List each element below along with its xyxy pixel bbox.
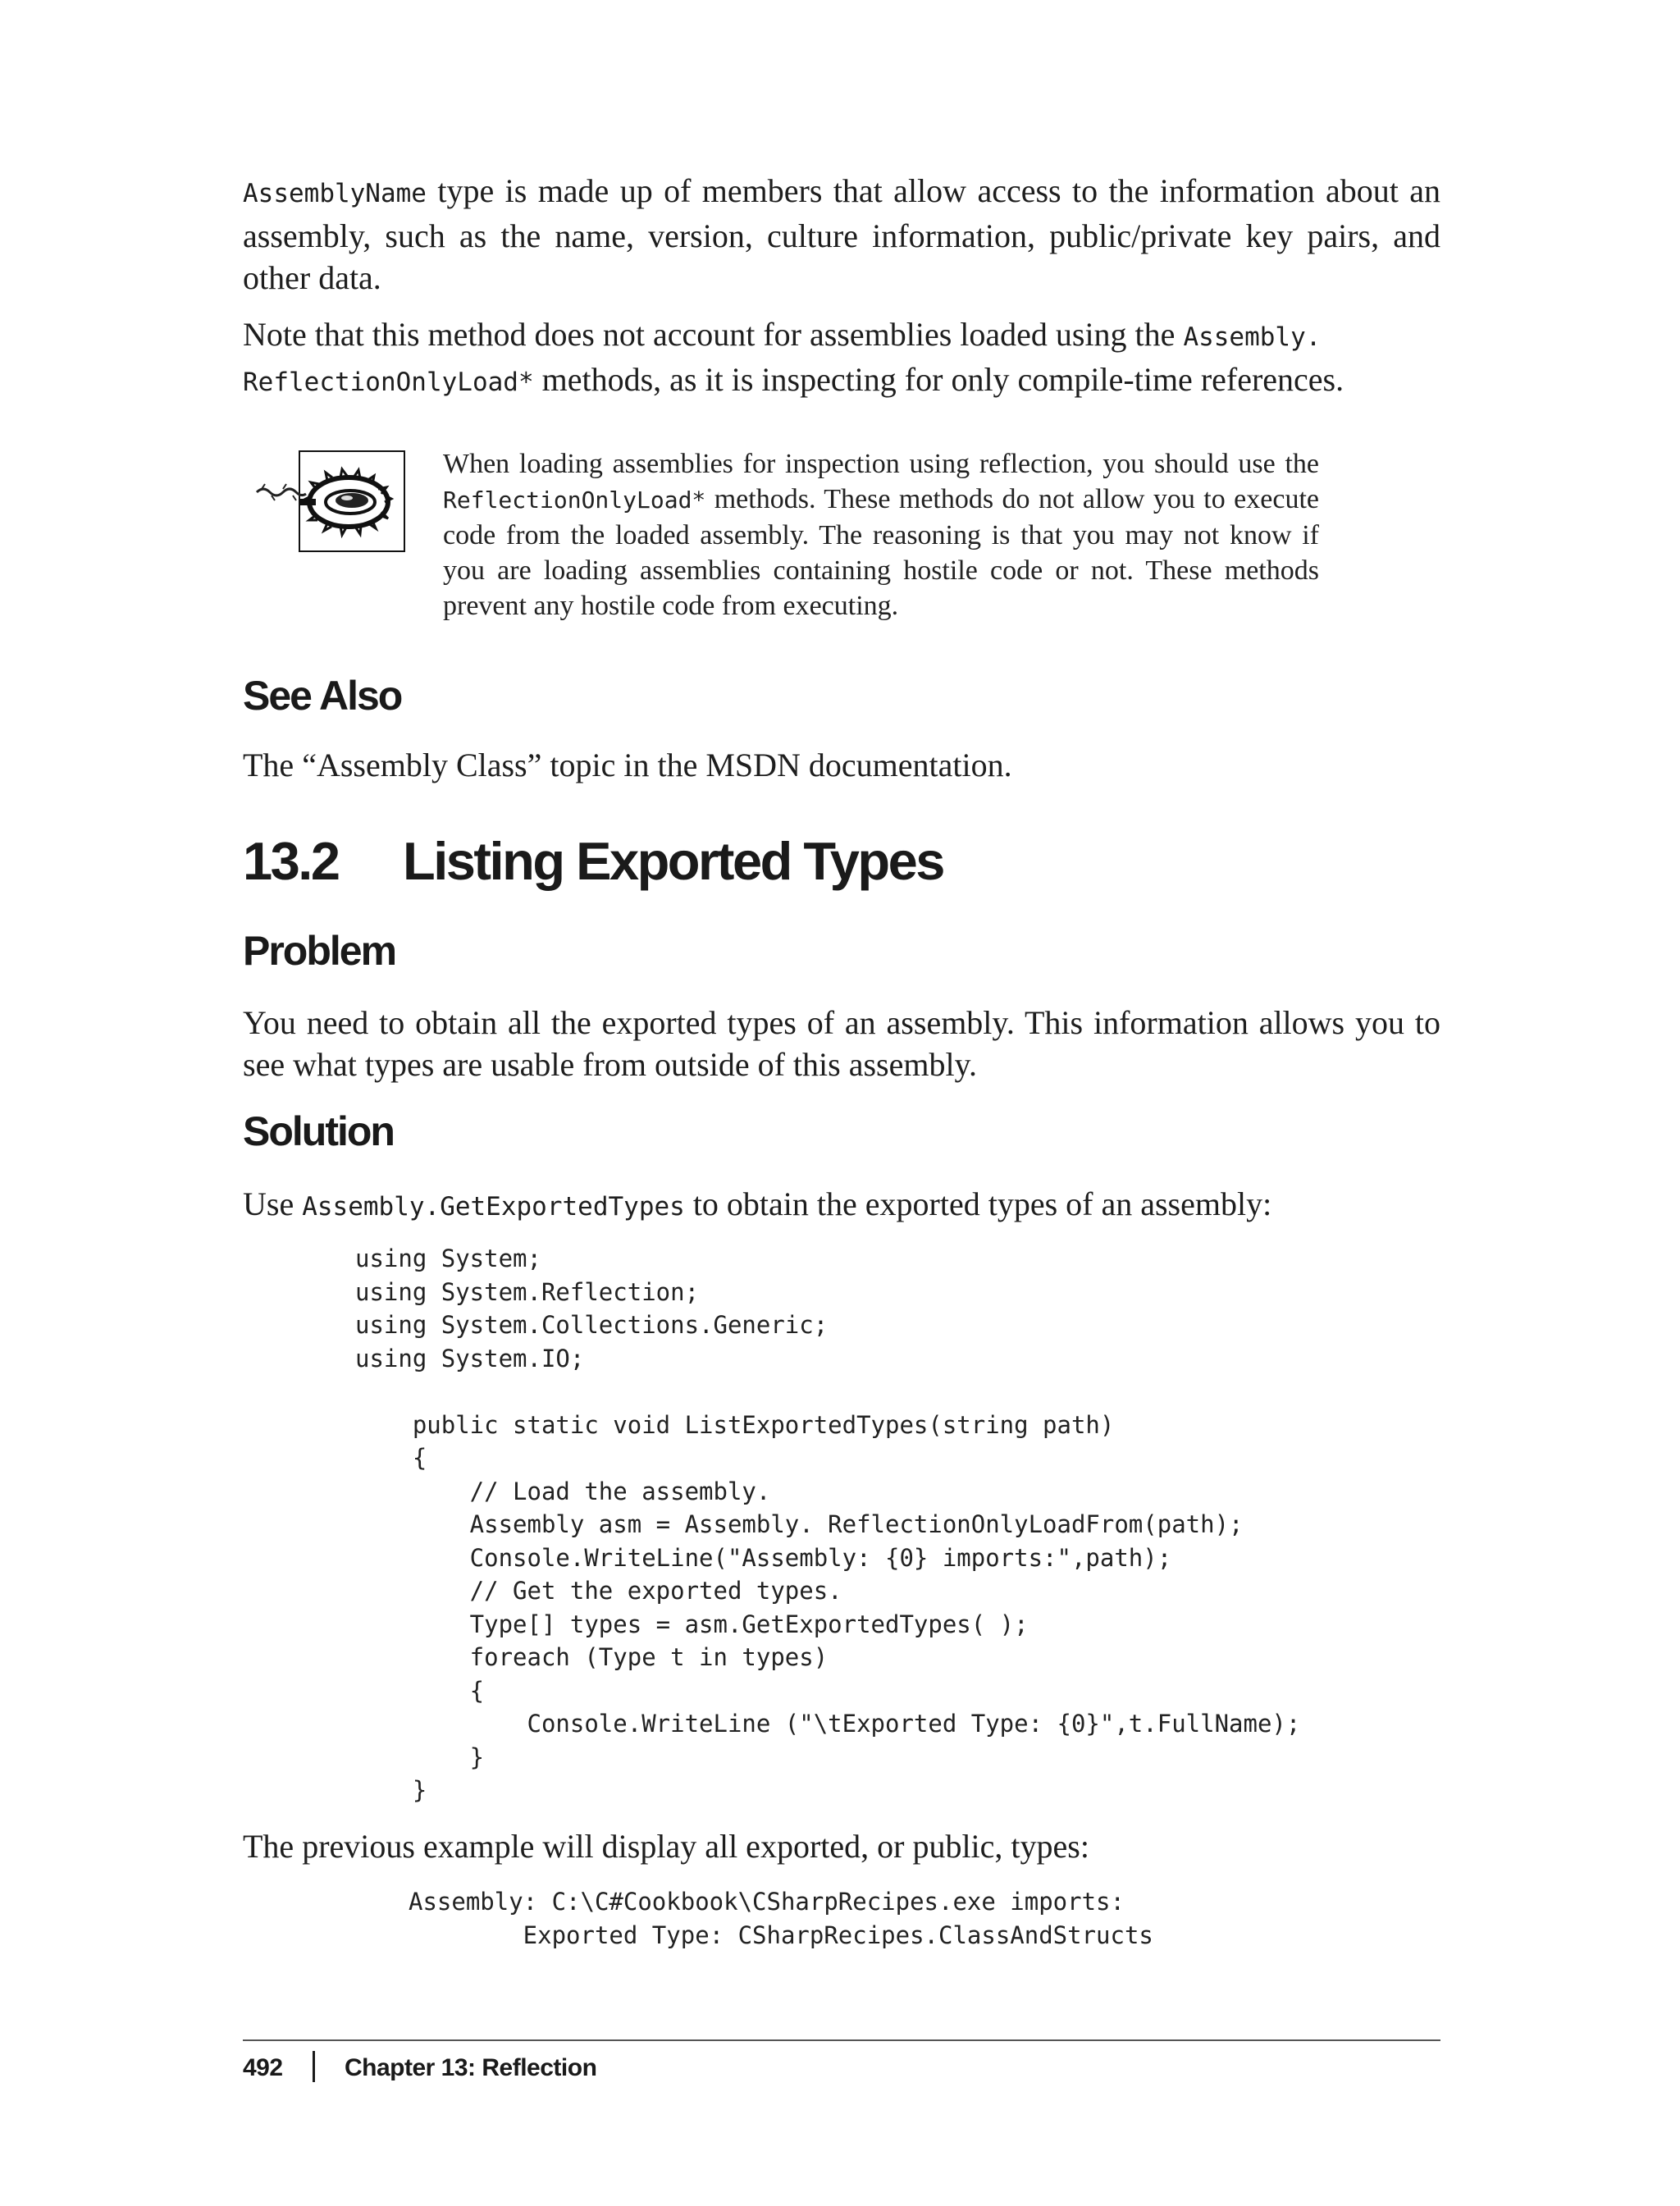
solution-text (243, 1183, 1271, 1228)
code-block-output: Assembly: C:\C#Cookbook\CSharpRecipes.exe imports: Exported Type: CSharpRecipes.ClassAndStructs (409, 1888, 1153, 1949)
bear-trap-icon (250, 443, 414, 558)
solution-text-b: to obtain the exported types of an assembly: (684, 1185, 1272, 1222)
output-intro-text: The previous example will display all exported, or public, types: (243, 1828, 1089, 1865)
footer-separator (313, 2051, 315, 2082)
intro-paragraph-1-text: type is made up of members that allow access to the information about an assembly, such as the name, version, culture information, public/private key pairs, and other data. (243, 172, 1440, 296)
inline-code-assemblyname: AssemblyName (243, 179, 427, 208)
intro-paragraph-2-text-a: Note that this method does not account for assemblies loaded using the (243, 316, 1184, 353)
see-also-text: The “Assembly Class” topic in the MSDN documentation. (243, 747, 1012, 783)
page-number: 492 (243, 2054, 283, 2081)
running-footer-chapter: Chapter 13: Reflection (345, 2054, 597, 2081)
warning-text (443, 446, 1319, 623)
inline-code-getexportedtypes: Assembly.GetExportedTypes (302, 1192, 685, 1222)
intro-paragraph-2-text-b: methods, as it is inspecting for only compile-time references. (533, 361, 1344, 398)
section-heading (243, 830, 943, 892)
solution-heading: Solution (243, 1108, 394, 1154)
solution-text-a: Use (243, 1185, 303, 1222)
inline-code-warning: ReflectionOnlyLoad* (443, 486, 706, 514)
problem-text: You need to obtain all the exported types of an assembly. This information allows you to see what types are usable from outside of this assembly. (243, 1004, 1440, 1083)
intro-paragraph-note (243, 313, 1440, 404)
section-title: Listing Exported Types (403, 831, 943, 891)
inline-code-assembly: Assembly. (1183, 322, 1322, 352)
problem-heading: Problem (243, 928, 396, 974)
intro-paragraph-assemblyname (243, 170, 1440, 299)
warning-text-a: When loading assemblies for inspection using reflection, you should use the (443, 449, 1319, 479)
section-number: 13.2 (243, 831, 339, 891)
footer-rule (243, 2039, 1440, 2041)
see-also-heading: See Also (243, 673, 402, 719)
code-block-list-exported-types: using System; using System.Reflection; using System.Collections.Generic; using System.IO; public static void ListExportedTypes(string path) { // Load the assembly. Assembly asm = Assembly. ReflectionOnlyLoadFrom(path); Console.WriteLine("Assembly: {0} imports:",path); // Get the exported types. Type[] types = asm.GetExportedTypes( ); foreach (Type t in types) { Console.WriteLine ("\tExported Type: {0}",t.FullName); } } (355, 1245, 1301, 1804)
inline-code-reflectiononlyload: ReflectionOnlyLoad* (243, 368, 534, 397)
warning-text-b: methods. These methods do not allow you to execute code from the loaded assembly. The reasoning is that you may not know if you are loading assemblies containing hostile code or not. These methods prevent any hostile code from executing. (443, 484, 1319, 621)
